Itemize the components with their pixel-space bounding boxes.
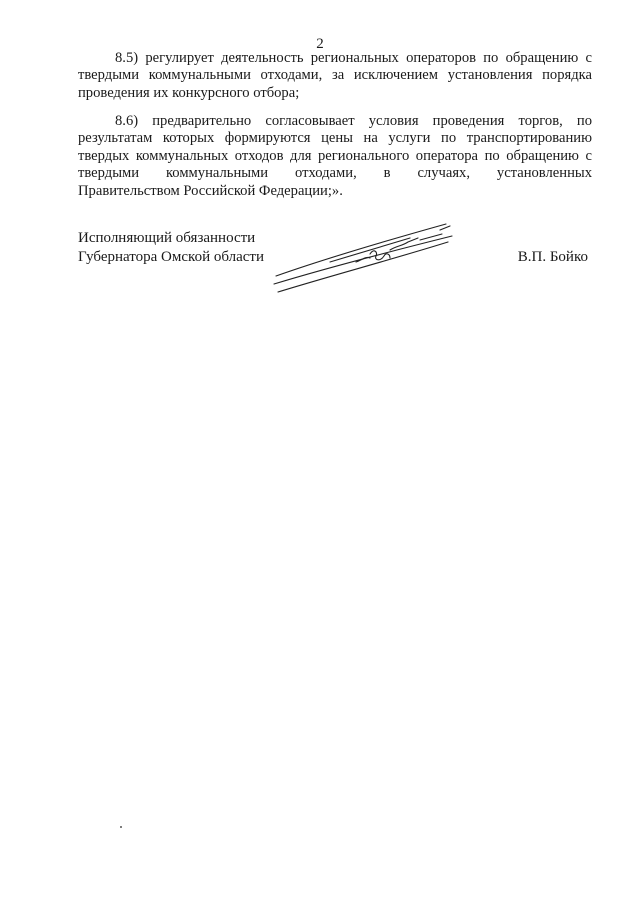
paragraph-line: твердыми коммунальными отходами, в случаях, установленных <box>78 165 592 182</box>
paragraph-8-6 <box>78 113 592 200</box>
signatory-position-line: Исполняющий обязанности <box>78 230 256 246</box>
signatory-position <box>78 229 264 267</box>
paragraph-line: Правительством Российской Федерации;». <box>78 182 343 199</box>
page-number: 2 <box>316 36 324 52</box>
paragraph-line: проведения их конкурсного отбора; <box>78 84 300 101</box>
paragraph-line: твердыми коммунальными отходами, за исключением установления порядка <box>78 67 592 84</box>
paragraph-line: 8.5) регулирует деятельность региональных операторов по обращению с <box>115 50 592 66</box>
paragraph-8-5 <box>78 50 592 102</box>
paragraph-line: результатам которых формируются цены на услуги по транспортированию <box>78 130 592 147</box>
scan-artifact-dot <box>120 826 122 828</box>
handwritten-signature <box>270 218 455 298</box>
paragraph-line: твердых коммунальных отходов для регионального оператора по обращению с <box>78 147 592 164</box>
signatory-name: В.П. Бойко <box>517 249 588 265</box>
signatory-position-line: Губернатора Омской области <box>78 249 264 265</box>
paragraph-line: 8.6) предварительно согласовывает условия проведения торгов, по <box>115 113 592 129</box>
